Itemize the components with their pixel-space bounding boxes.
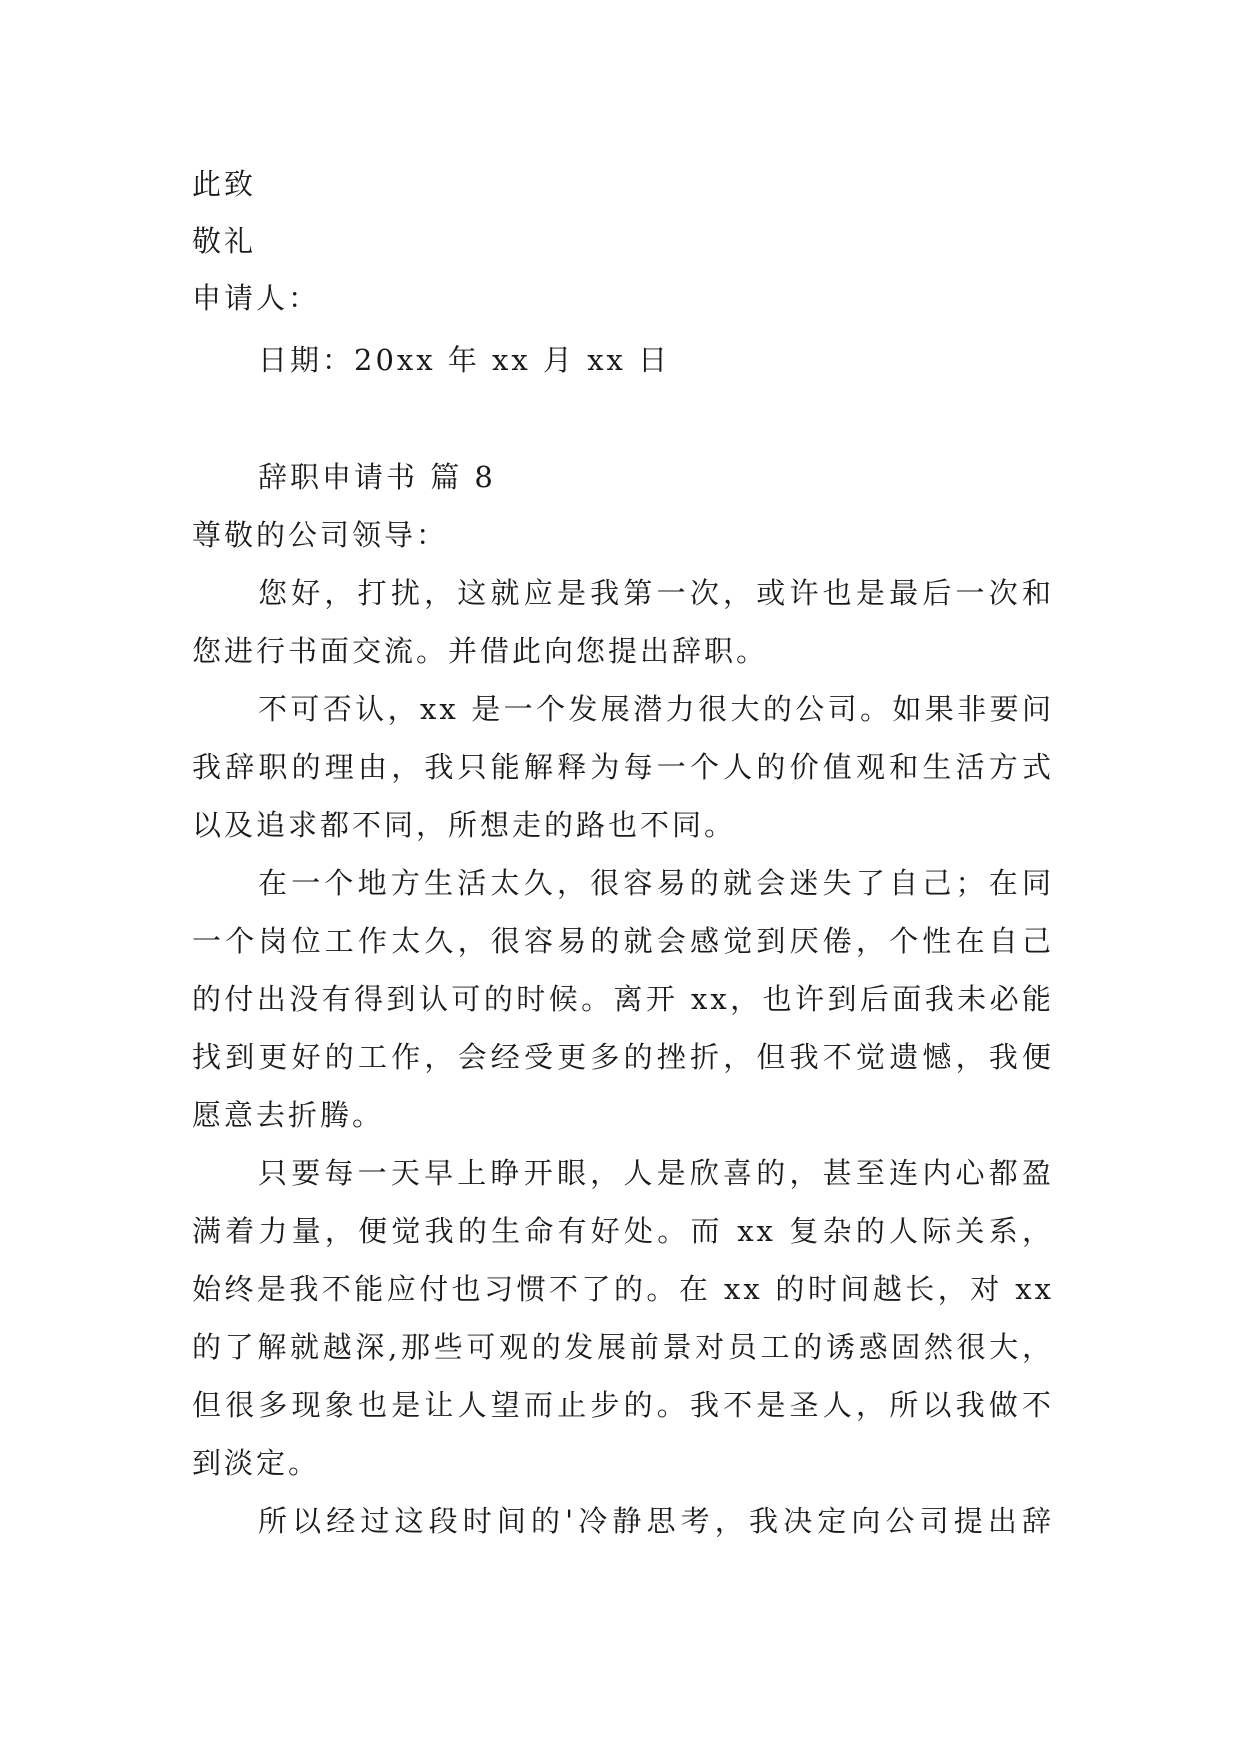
body-line: 我辞职的理由，我只能解释为每一个人的价值观和生活方式: [192, 750, 1054, 784]
body-line: 愿意去折腾。: [192, 1098, 385, 1132]
body-line: 一个岗位工作太久，很容易的就会感觉到厌倦，个性在自己: [192, 924, 1054, 958]
body-line: 到淡定。: [192, 1446, 321, 1480]
body-line: 所以经过这段时间的'冷静思考，我决定向公司提出辞: [258, 1504, 1054, 1538]
body-line: 不可否认，xx 是一个发展潜力很大的公司。如果非要问: [258, 692, 1054, 726]
body-line: 但很多现象也是让人望而止步的。我不是圣人，所以我做不: [192, 1388, 1054, 1422]
applicant-label: 申请人：: [192, 281, 321, 315]
body-line: 的了解就越深,那些可观的发展前景对员工的诱惑固然很大，: [192, 1330, 1054, 1364]
body-line: 找到更好的工作，会经受更多的挫折，但我不觉遗憾，我便: [192, 1040, 1054, 1074]
closing-cizhi: 此致: [192, 167, 257, 201]
body-line: 始终是我不能应付也习惯不了的。在 xx 的时间越长，对 xx: [192, 1272, 1054, 1306]
body-line: 您好，打扰，这就应是我第一次，或许也是最后一次和: [258, 576, 1054, 610]
date-line: 日期：20xx 年 xx 月 xx 日: [258, 343, 671, 377]
body-line: 以及追求都不同，所想走的路也不同。: [192, 808, 737, 842]
section-title: 辞职申请书 篇 8: [258, 460, 496, 494]
body-line: 在一个地方生活太久，很容易的就会迷失了自己；在同: [258, 866, 1054, 900]
salutation: 尊敬的公司领导：: [192, 518, 449, 552]
body-line: 您进行书面交流。并借此向您提出辞职。: [192, 634, 769, 668]
closing-jingli: 敬礼: [192, 224, 257, 258]
body-line: 的付出没有得到认可的时候。离开 xx，也许到后面我未必能: [192, 982, 1054, 1016]
body-line: 满着力量，便觉我的生命有好处。而 xx 复杂的人际关系，: [192, 1214, 1054, 1248]
body-line: 只要每一天早上睁开眼，人是欣喜的，甚至连内心都盈: [258, 1156, 1054, 1190]
